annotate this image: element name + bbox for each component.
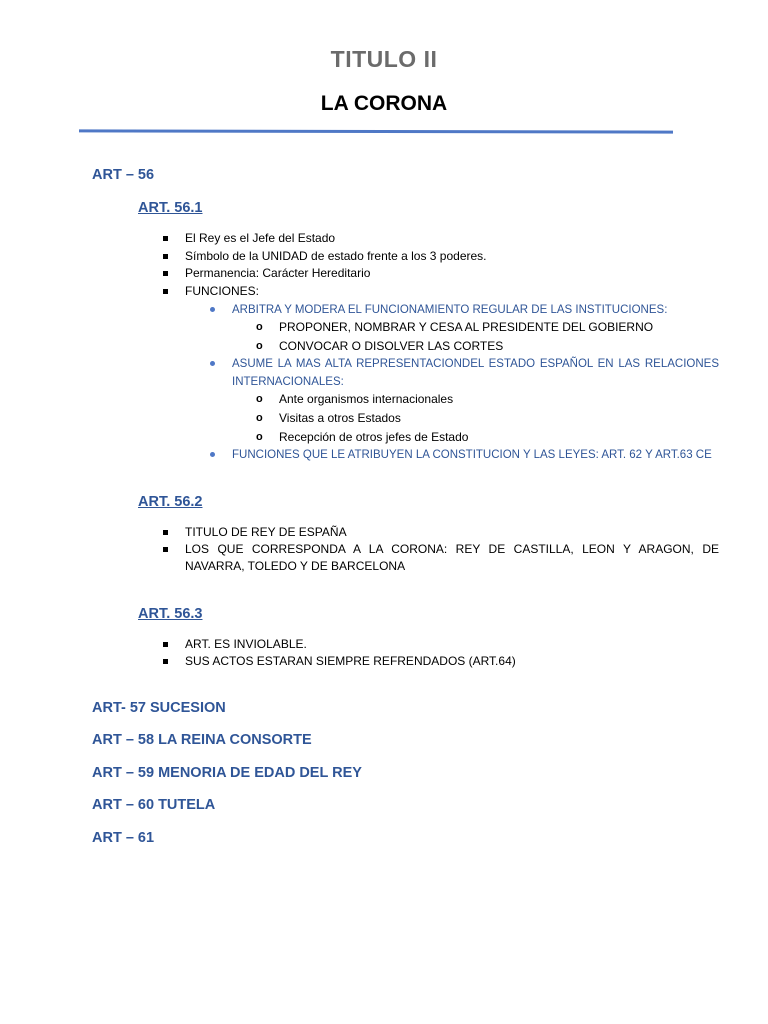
funcion-item: ASUME LA MAS ALTA REPRESENTACIONDEL ESTADO ESPAÑOL EN LAS RELACIONES INTERNACIONALES: (209, 355, 719, 391)
list-item: FUNCIONES: (163, 283, 259, 300)
art-56-1-heading: ART. 56.1 (138, 200, 203, 216)
list-item: El Rey es el Jefe del Estado (163, 230, 335, 247)
sub-item: o Recepción de otros jefes de Estado (256, 430, 469, 444)
art-56-2-heading: ART. 56.2 (138, 494, 203, 510)
sub-item: o CONVOCAR O DISOLVER LAS CORTES (256, 339, 504, 353)
list-item: Símbolo de la UNIDAD de estado frente a los 3 poderes. (163, 248, 487, 265)
list-item: Permanencia: Carácter Hereditario (163, 265, 370, 282)
square-bullet-icon (163, 230, 185, 247)
square-bullet-icon (163, 248, 185, 265)
round-bullet-icon (209, 446, 232, 464)
list-item: ART. ES INVIOLABLE. (163, 636, 307, 653)
art-56-heading: ART – 56 (92, 167, 155, 183)
circle-bullet-icon: o (256, 431, 263, 443)
art-56-3-heading: ART. 56.3 (138, 606, 203, 622)
art-57-heading: ART- 57 SUCESION (92, 700, 226, 716)
square-bullet-icon (163, 541, 185, 575)
circle-bullet-icon: o (256, 340, 263, 352)
square-bullet-icon (163, 636, 185, 653)
title-divider (79, 129, 673, 133)
art-60-heading: ART – 60 TUTELA (92, 797, 216, 813)
list-item: TITULO DE REY DE ESPAÑA (163, 524, 347, 541)
circle-bullet-icon: o (256, 321, 263, 333)
square-bullet-icon (163, 524, 185, 541)
funcion-item: ARBITRA Y MODERA EL FUNCIONAMIENTO REGULAR DE LAS INSTITUCIONES: (209, 301, 719, 319)
circle-bullet-icon: o (256, 393, 263, 405)
document-title: TITULO II (330, 46, 438, 72)
circle-bullet-icon: o (256, 412, 263, 424)
list-item: LOS QUE CORRESPONDA A LA CORONA: REY DE CASTILLA, LEON Y ARAGON, DE NAVARRA, TOLEDO Y DE BARCELONA (163, 541, 719, 575)
round-bullet-icon (209, 355, 232, 391)
funcion-item: FUNCIONES QUE LE ATRIBUYEN LA CONSTITUCION Y LAS LEYES: ART. 62 Y ART.63 CE (209, 446, 719, 464)
sub-item: o Visitas a otros Estados (256, 411, 401, 425)
square-bullet-icon (163, 653, 185, 670)
sub-item: o PROPONER, NOMBRAR Y CESA AL PRESIDENTE DEL GOBIERNO (256, 320, 654, 334)
document-subtitle: LA CORONA (320, 92, 448, 115)
art-59-heading: ART – 59 MENORIA DE EDAD DEL REY (92, 765, 362, 781)
art-61-heading: ART – 61 (92, 830, 155, 846)
list-item: SUS ACTOS ESTARAN SIEMPRE REFRENDADOS (ART.64) (163, 653, 516, 670)
sub-item: o Ante organismos internacionales (256, 392, 454, 406)
art-58-heading: ART – 58 LA REINA CONSORTE (92, 732, 312, 748)
round-bullet-icon (209, 301, 232, 319)
square-bullet-icon (163, 283, 185, 300)
square-bullet-icon (163, 265, 185, 282)
